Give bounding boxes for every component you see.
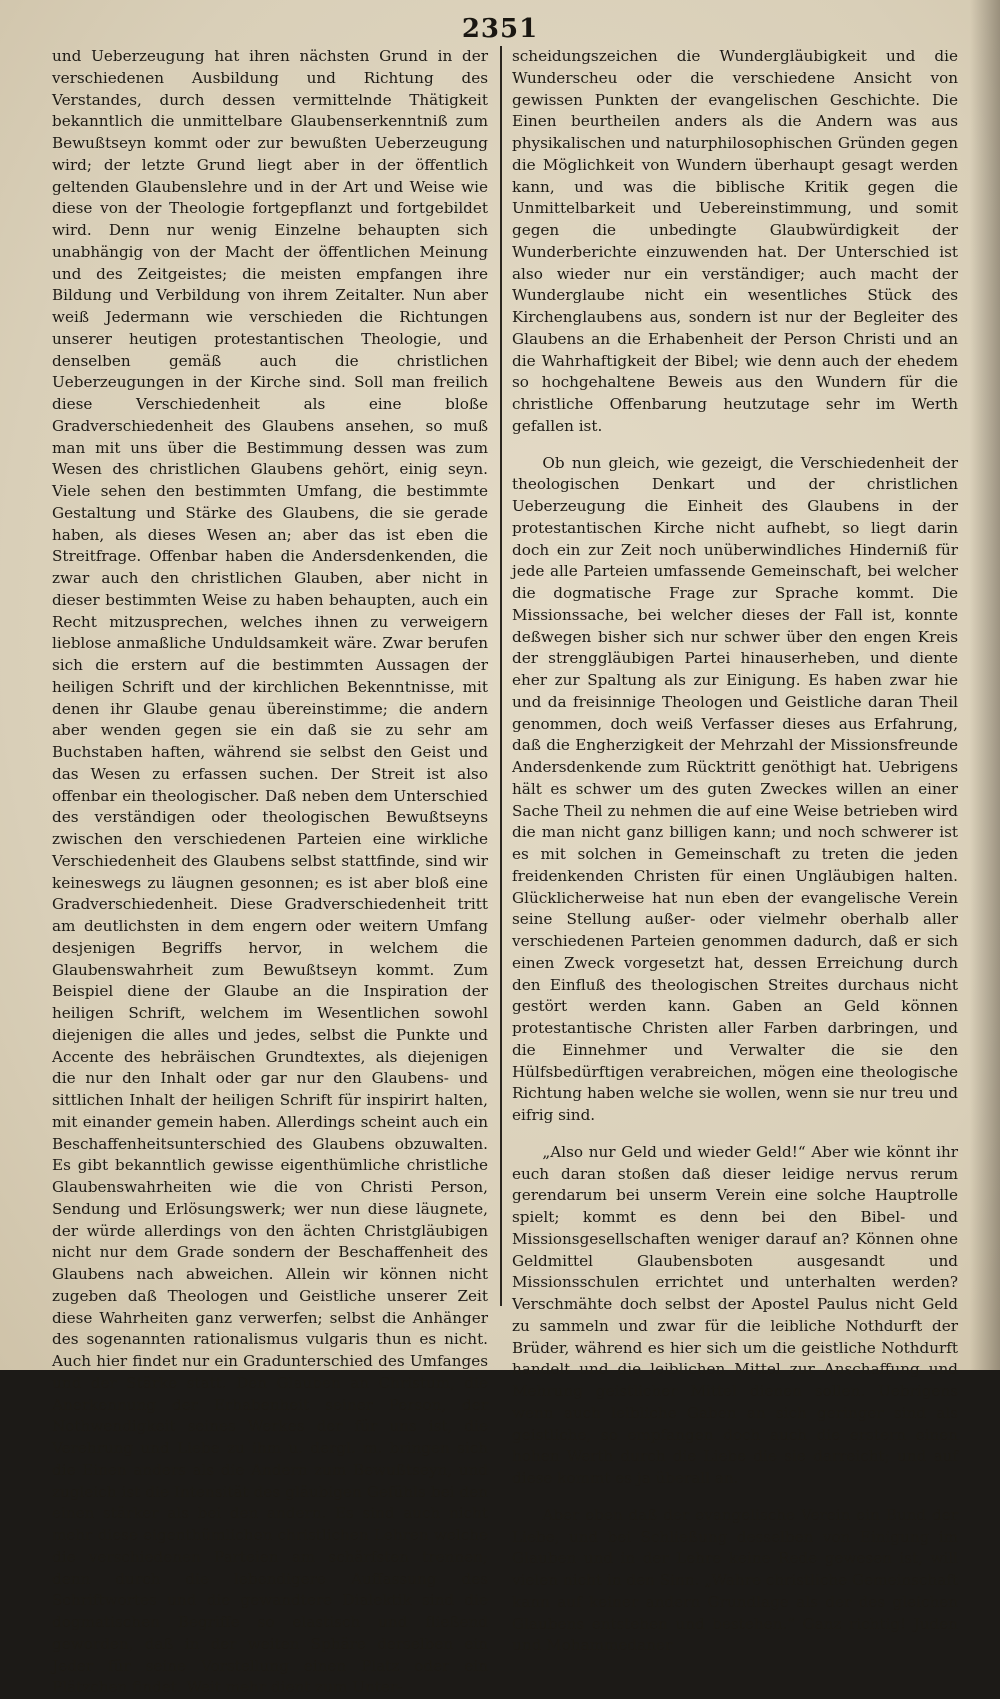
right-column <box>512 46 958 1657</box>
column-divider <box>500 46 502 1306</box>
left-column <box>52 46 488 1699</box>
right-paragraph-3: „Also nur Geld und wieder Geld!“ Aber wie könnt ihr euch daran stoßen daß dieser leidige nervus rerum gerendarum bei unserm Verein eine solche Hauptrolle spielt; kommt es denn bei den Bibel- und Missionsgesellschaften weniger darauf an? Können ohne Geldmittel Glaubensboten ausgesandt und Missionsschulen errichtet und unterhalten werden? Verschmähte doch selbst der Apostel Paulus nicht Geld zu sammeln und zwar für die leibliche Nothdurft der Brüder, während es hier sich um die geistliche Nothdurft handelt und die leiblichen Mittel zur Anschaffung und Mehrung geistlicher Mittel dienen sollen. Uebrigens wenn auch leibliche Gaben an sich geringer sind als geistliche, so empfangen doch auch die erstern einen hohen Werth durch die Liebe die sie darreicht; und auf diese kommt es ja überall an. <box>512 1142 958 1487</box>
right-paragraph-1: scheidungszeichen die Wundergläubigkeit und die Wunderscheu oder die verschiedene Ansicht von gewissen Punkten der evangelischen Geschichte. Die Einen beurtheilen anders als die Andern was aus physikalischen und naturphilosophischen Gründen gegen die Möglichkeit von Wundern überhaupt gesagt werden kann, und was die biblische Kritik gegen die Unmittelbarkeit und Uebereinstimmung, und somit gegen die unbedingte Glaubwürdigkeit der Wunderberichte einzuwenden hat. Der Unterschied ist also wieder nur ein verständiger; auch macht der Wunderglaube nicht ein wesentliches Stück des Kirchenglaubens aus, sondern ist nur der Begleiter des Glaubens an die Erhabenheit der Person Christi und an die Wahrhaftigkeit der Bibel; wie denn auch der ehedem so hochgehaltene Beweis aus den Wundern für die christliche Offenbarung heutzutage sehr im Werth gefallen ist. <box>512 47 958 435</box>
page-number: 2351 <box>461 14 539 44</box>
right-paragraph-2: Ob nun gleich, wie gezeigt, die Verschiedenheit der theologischen Denkart und der christlichen Ueberzeugung die Einheit des Glaubens in der protestantischen Kirche nicht aufhebt, so liegt darin doch ein zur Zeit noch unüberwindliches Hinderniß für jede alle Parteien umfassende Gemeinschaft, bei welcher die dogmatische Frage zur Sprache kommt. Die Missionssache, bei welcher dieses der Fall ist, konnte deßwegen bisher sich nur schwer über den engen Kreis der strenggläubigen Partei hinauserheben, und diente eher zur Spaltung als zur Einigung. Es haben zwar hie und da freisinnige Theologen und Geistliche daran Theil genommen, doch weiß Verfasser dieses aus Erfahrung, daß die Engherzigkeit der Mehrzahl der Missionsfreunde Andersdenkende zum Rücktritt genöthigt hat. Uebrigens hält es schwer um des guten Zweckes willen an einer Sache Theil zu nehmen die auf eine Weise betrieben wird die man nicht ganz billigen kann; und noch schwerer ist es mit solchen in Gemeinschaft zu treten die jeden freidenkenden Christen für einen Ungläubigen halten. Glücklicherweise hat nun eben der evangelische Verein seine Stellung außer- oder vielmehr oberhalb aller verschiedenen Parteien genommen dadurch, daß er sich einen Zweck vorgesetzt hat, dessen Erreichung durch den Einfluß des theologischen Streites durchaus nicht gestört werden kann. Gaben an Geld können protestantische Christen aller Farben darbringen, und die Einnehmer und Verwalter die sie den Hülfsbedürftigen verabreichen, mögen eine theologische Richtung haben welche sie wollen, wenn sie nur treu und eifrig sind. <box>512 453 958 1124</box>
page-edge-shadow <box>970 0 1000 1370</box>
left-paragraph-1: und Ueberzeugung hat ihren nächsten Grund in der verschiedenen Ausbildung und Richtung des Verstandes, durch dessen vermittelnde Thätigkeit bekanntlich die unmittelbare Glaubenserkenntniß zum Bewußtseyn kommt oder zur bewußten Ueberzeugung wird; der letzte Grund liegt aber in der öffentlich geltenden Glaubenslehre und in der Art und Weise wie diese von der Theologie fortgepflanzt und fortgebildet wird. Denn nur wenig Einzelne behaupten sich unabhängig von der Macht der öffentlichen Meinung und des Zeitgeistes; die meisten empfangen ihre Bildung und Verbildung von ihrem Zeitalter. Nun aber weiß Jedermann wie verschieden die Richtungen unserer heutigen protestantischen Theologie, und denselben gemäß auch die christlichen Ueberzeugungen in der Kirche sind. Soll man freilich diese Verschiedenheit als eine bloße Gradverschiedenheit des Glaubens ansehen, so muß man mit uns über die Bestimmung dessen was zum Wesen des christlichen Glaubens gehört, einig seyn. Viele sehen den bestimmten Umfang, die bestimmte Gestaltung und Stärke des Glaubens, die sie gerade haben, als dieses Wesen an; aber das ist eben die Streitfrage. Offenbar haben die Andersdenkenden, die zwar auch den christlichen Glauben, aber nicht in dieser bestimmten Weise zu haben behaupten, auch ein Recht mitzusprechen, welches ihnen zu verweigern lieblose anmaßliche Unduldsamkeit wäre. Zwar berufen sich die erstern auf die bestimmten Aussagen der heiligen Schrift und der kirchlichen Bekenntnisse, mit denen ihr Glaube genau übereinstimme; die andern aber wenden gegen sie ein daß sie zu sehr am Buchstaben haften, während sie selbst den Geist und das Wesen zu erfassen suchen. Der Streit ist also offenbar ein theologischer. Daß neben dem Unterschied des verständigen oder theologischen Bewußtseyns zwischen den verschiedenen Parteien eine wirkliche Verschiedenheit des Glaubens selbst stattfinde, sind wir keineswegs zu läugnen gesonnen; es ist aber bloß eine Gradverschiedenheit. Diese Gradverschiedenheit tritt am deutlichsten in dem engern oder weitern Umfang desjenigen Begriffs hervor, in welchem die Glaubenswahrheit zum Bewußtseyn kommt. Zum Beispiel diene der Glaube an die Inspiration der heiligen Schrift, welchem im Wesentlichen sowohl diejenigen die alles und jedes, selbst die Punkte und Accente des hebräischen Grundtextes, als diejenigen die nur den Inhalt oder gar nur den Glaubens- und sittlichen Inhalt der heiligen Schrift für inspirirt halten, mit einander gemein haben. Allerdings scheint auch ein Beschaffenheitsunterschied des Glaubens obzuwalten. Es gibt bekanntlich gewisse eigenthümliche christliche Glaubenswahrheiten wie die von Christi Person, Sendung und Erlösungswerk; wer nun diese läugnete, der würde allerdings von den ächten Christgläubigen nicht nur dem Grade sondern der Beschaffenheit des Glaubens nach abweichen. Allein wir können nicht zugeben daß Theologen und Geistliche unserer Zeit diese Wahrheiten ganz verwerfen; selbst die Anhänger des sogenannten rationalismus vulgaris thun es nicht. Auch hier findet nur ein Gradunterschied des Umfanges und der Stärke statt. Den Glauben an Christum, die Anerkennung der Erhabenheit seiner Person, der Nothwendigkeit seines Werkes der für uns ist, die Verehrung und Liebe zu ihm u. dergl. m. bringen sich die Einen anders als die Andern zum Bewußtseyn, und zugleich ist die Intensität des gläubigen Gefühls bei den einen stärker als bei den andern. Es sind auch nicht mehr diese eigenthümlichen christlichen Lehren welche die verschiedenen Parteien am schärfsten trennen; denn durch die lebendigere Auffassung des Schriftwortes und die gewandtere Dialektik sind die dogmatischen Begriffe so elastisch und fließend geworden, daß in der weiten Sphäre derselben ein Jeder für seine Vorstellung einen Platz oder ein Plätzchen findet. Weit mehr dient zum Unter- <box>52 47 488 1697</box>
right-paragraph-4: Aber eben daß der evangelische Verein ein Bund der Liebe, und bei Schließung desselben von Einigung im Glauben und in der Lehre keine Rede gewesen ist, will vielen nicht in den Sinn. „Wahre christliche Gemeinschaft kann auf keiner andern Grundlage als der des gleichen Glaubens entstehen und bestehen.“ Ganz richtig! Juden und Mohammedaner <box>512 1505 958 1655</box>
